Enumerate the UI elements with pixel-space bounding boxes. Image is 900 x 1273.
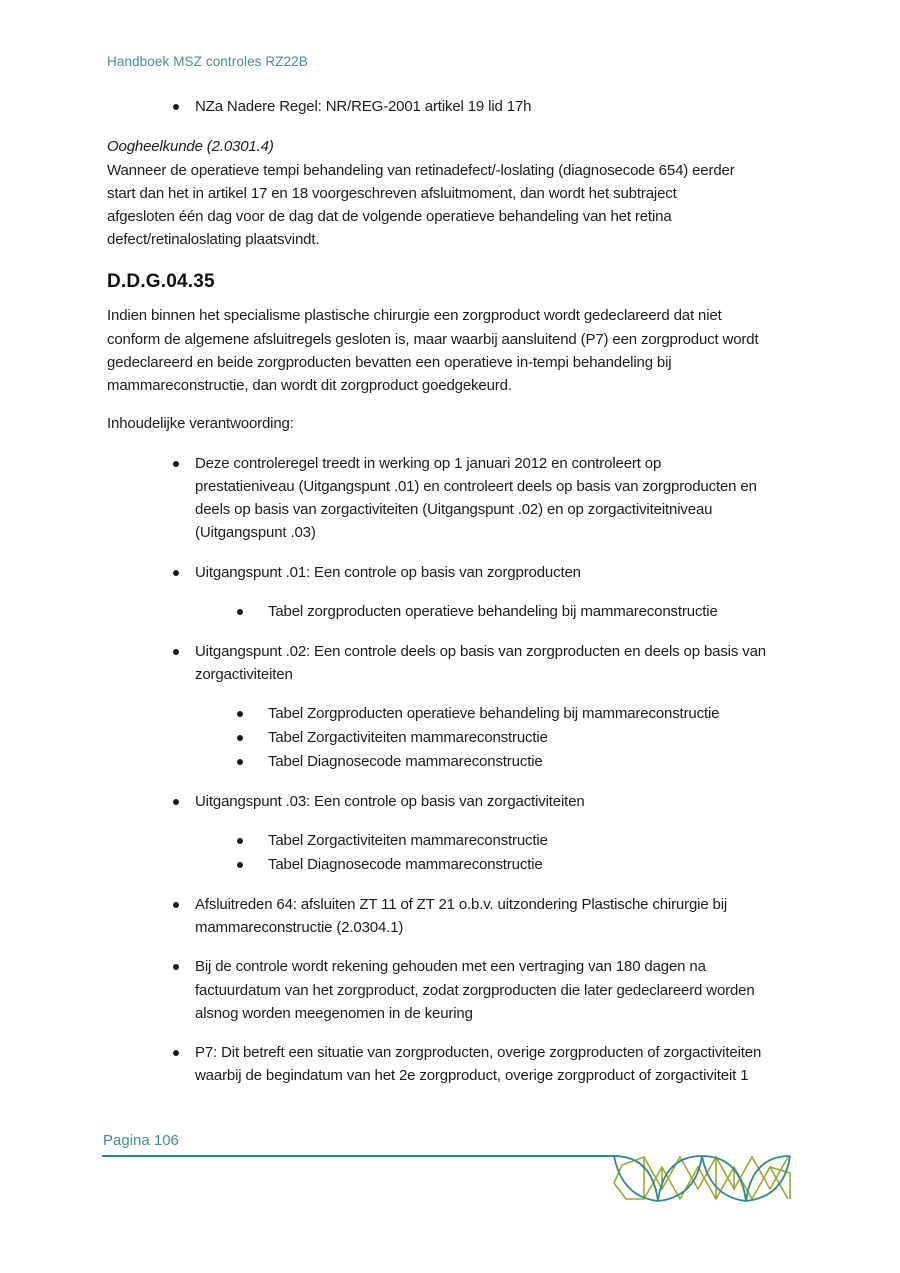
list-item-line: Uitgangspunt .01: Een controle op basis van zorgproducten: [195, 564, 581, 581]
footer-rule: [102, 1155, 617, 1157]
page-number: Pagina 106: [103, 1132, 179, 1149]
bullet-icon: [173, 570, 179, 576]
list-item-line: Uitgangspunt .02: Een controle deels op basis van zorgproducten en deels op basis van: [195, 643, 766, 660]
paragraph-line: conform de algemene afsluitregels gesloten is, maar waarbij aansluitend (P7) een zorgproduct wordt: [107, 331, 759, 348]
paragraph-line: defect/retinaloslating plaatsvindt.: [107, 231, 320, 248]
sub-bullet-icon: [237, 838, 243, 844]
sub-list-item: Tabel Zorgactiviteiten mammareconstructie: [268, 832, 548, 849]
sub-bullet-icon: [237, 735, 243, 741]
sub-bullet-icon: [237, 711, 243, 717]
bullet-icon: [173, 649, 179, 655]
list-item: NZa Nadere Regel: NR/REG-2001 artikel 19 lid 17h: [195, 98, 532, 115]
verantwoording-label: Inhoudelijke verantwoording:: [107, 415, 294, 432]
sub-bullet-icon: [237, 759, 243, 765]
list-item-line: Uitgangspunt .03: Een controle op basis van zorgactiviteiten: [195, 793, 585, 810]
list-item-line: mammareconstructie (2.0304.1): [195, 919, 404, 936]
paragraph-line: start dan het in artikel 17 en 18 voorgeschreven afsluitmoment, dan wordt het subtraject: [107, 185, 677, 202]
subsection-title: Oogheelkunde (2.0301.4): [107, 138, 274, 155]
sub-list-item: Tabel Zorgactiviteiten mammareconstructie: [268, 729, 548, 746]
list-item-line: zorgactiviteiten: [195, 666, 293, 683]
paragraph-line: Wanneer de operatieve tempi behandeling van retinadefect/-loslating (diagnosecode 654) eerder: [107, 162, 735, 179]
decorative-lattice-logo-icon: [612, 1153, 792, 1203]
list-item-line: Afsluitreden 64: afsluiten ZT 11 of ZT 21 o.b.v. uitzondering Plastische chirurgie bij: [195, 896, 728, 913]
list-item-line: factuurdatum van het zorgproduct, zodat zorgproducten die later gedeclareerd worden: [195, 982, 755, 999]
sub-list-item: Tabel Diagnosecode mammareconstructie: [268, 753, 543, 770]
paragraph-line: afgesloten één dag voor de dag dat de volgende operatieve behandeling van het retina: [107, 208, 672, 225]
sub-list-item: Tabel zorgproducten operatieve behandeling bij mammareconstructie: [268, 603, 718, 620]
sub-bullet-icon: [237, 609, 243, 615]
list-item-line: P7: Dit betreft een situatie van zorgproducten, overige zorgproducten of zorgactiviteiten: [195, 1044, 762, 1061]
section-heading: D.D.G.04.35: [107, 271, 215, 292]
sub-bullet-icon: [237, 862, 243, 868]
list-item-line: waarbij de begindatum van het 2e zorgproduct, overige zorgproduct of zorgactiviteit 1: [195, 1067, 749, 1084]
list-item-line: prestatieniveau (Uitgangspunt .01) en controleert deels op basis van zorgproducten en: [195, 478, 757, 495]
list-item-line: alsnog worden meegenomen in de keuring: [195, 1005, 473, 1022]
sub-list-item: Tabel Diagnosecode mammareconstructie: [268, 856, 543, 873]
list-item-line: Deze controleregel treedt in werking op 1 januari 2012 en controleert op: [195, 455, 662, 472]
paragraph-line: gedeclareerd en beide zorgproducten bevatten een operatieve in-tempi behandeling bij: [107, 354, 672, 371]
paragraph-line: mammareconstructie, dan wordt dit zorgproduct goedgekeurd.: [107, 377, 512, 394]
list-item-line: deels op basis van zorgactiviteiten (Uitgangspunt .02) en op zorgactiviteitniveau: [195, 501, 713, 518]
bullet-icon: [173, 799, 179, 805]
list-item-line: Bij de controle wordt rekening gehouden met een vertraging van 180 dagen na: [195, 958, 706, 975]
sub-list-item: Tabel Zorgproducten operatieve behandeling bij mammareconstructie: [268, 705, 720, 722]
bullet-icon: [173, 964, 179, 970]
bullet-icon: [173, 902, 179, 908]
bullet-icon: [173, 461, 179, 467]
running-header: Handboek MSZ controles RZ22B: [107, 54, 308, 69]
bullet-icon: [173, 104, 179, 110]
paragraph-line: Indien binnen het specialisme plastische chirurgie een zorgproduct wordt gedeclareerd dat niet: [107, 307, 722, 324]
list-item-line: (Uitgangspunt .03): [195, 524, 316, 541]
bullet-icon: [173, 1050, 179, 1056]
